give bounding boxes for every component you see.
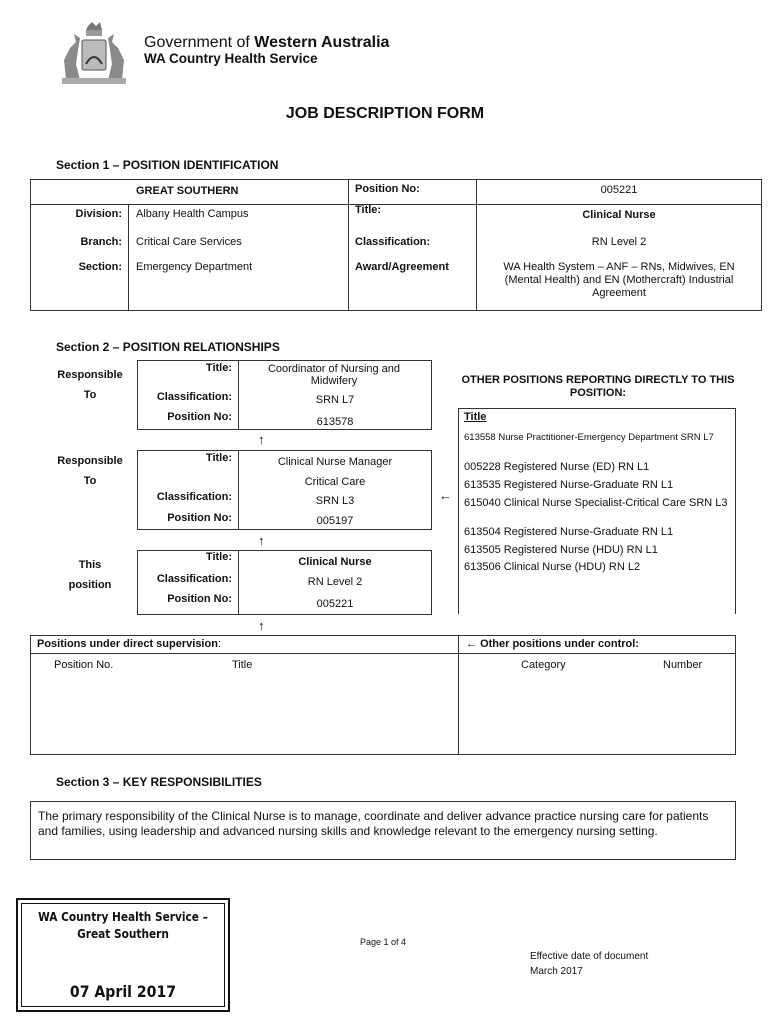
other-title-label: Title	[464, 411, 487, 423]
responsibilities-text: The primary responsibility of the Clinical Nurse is to manage, coordinate and deliver advance practice nursing care for patients and families, using leadership and advanced nursing skills and knowledge relevant to the emergency nursing setting.	[38, 809, 709, 838]
award-value: WA Health System – ANF – RNs, Midwives, EN (Mental Health) and EN (Mothercraft) Industrial Agreement	[503, 261, 735, 299]
stamp-line2: Great Southern	[77, 927, 169, 941]
stamp-line1: WA Country Health Service –	[38, 910, 208, 924]
this-title: Clinical Nurse	[298, 556, 372, 568]
title-value: Clinical Nurse	[582, 209, 656, 221]
service-name: WA Country Health Service	[144, 51, 318, 66]
other-position-item: 613505 Registered Nurse (HDU) RN L1	[464, 544, 658, 556]
effective-date: March 2017	[530, 966, 583, 977]
up-arrow-icon: ↑	[258, 618, 265, 633]
resp1-class-label: Classification:	[156, 391, 232, 403]
section-label: Section:	[78, 261, 122, 273]
this-position-label: This position	[68, 559, 112, 591]
classification-value: RN Level 2	[591, 236, 647, 248]
effective-label: Effective date of document	[530, 951, 649, 962]
section2-heading: Section 2 – POSITION RELATIONSHIPS	[56, 340, 280, 354]
col-category: Category	[521, 659, 566, 671]
resp2-title1: Clinical Nurse Manager	[277, 456, 393, 468]
title-label: Title:	[355, 204, 382, 216]
crest-logo	[56, 20, 132, 88]
resp2-title2: Critical Care	[304, 476, 366, 488]
resp2-class: SRN L3	[315, 495, 355, 507]
position-no-value: 005221	[600, 184, 638, 196]
resp1-label: Responsible To	[57, 369, 123, 401]
other-control-label: ← Other positions under control:	[466, 638, 639, 650]
resp1-posno-label: Position No:	[167, 411, 232, 423]
resp1-class: SRN L7	[315, 394, 355, 406]
this-class-label: Classification:	[156, 573, 232, 585]
branch-label: Branch:	[80, 236, 122, 248]
region-label: GREAT SOUTHERN	[136, 185, 239, 197]
other-positions-heading: OTHER POSITIONS REPORTING DIRECTLY TO THIS POSITION:	[461, 374, 735, 399]
stamp-date: 07 April 2017	[69, 982, 177, 1001]
resp1-title: Coordinator of Nursing and Midwifery	[267, 363, 401, 387]
other-position-item: 613506 Clinical Nurse (HDU) RN L2	[464, 561, 641, 573]
position-no-label: Position No:	[355, 183, 420, 195]
section3-heading: Section 3 – KEY RESPONSIBILITIES	[56, 775, 262, 789]
resp1-title-label: Title:	[205, 362, 232, 374]
resp2-title-label: Title:	[205, 452, 232, 464]
this-posno: 005221	[316, 598, 354, 610]
resp2-label: Responsible To	[57, 455, 123, 487]
page-number: Page 1 of 4	[360, 937, 407, 947]
other-position-item: 005228 Registered Nurse (ED) RN L1	[464, 461, 650, 473]
up-arrow-icon: ↑	[258, 432, 265, 447]
page-title: JOB DESCRIPTION FORM	[285, 105, 485, 122]
other-position-item: 613535 Registered Nurse-Graduate RN L1	[464, 479, 674, 491]
classification-label: Classification:	[355, 236, 431, 248]
col-title: Title	[232, 659, 253, 671]
section-value: Emergency Department	[136, 261, 253, 273]
col-position-no: Position No.	[54, 659, 114, 671]
resp1-posno: 613578	[316, 416, 354, 428]
resp2-class-label: Classification:	[156, 491, 232, 503]
division-value: Albany Health Campus	[136, 208, 249, 220]
award-label: Award/Agreement	[355, 261, 449, 273]
this-class: RN Level 2	[307, 576, 363, 588]
other-position-item: 613504 Registered Nurse-Graduate RN L1	[464, 526, 674, 538]
branch-value: Critical Care Services	[136, 236, 242, 248]
col-number: Number	[663, 659, 703, 671]
resp2-posno: 005197	[316, 515, 354, 527]
section1-heading: Section 1 – POSITION IDENTIFICATION	[56, 158, 279, 172]
this-posno-label: Position No:	[167, 593, 232, 605]
supervision-label: Positions under direct supervision:	[37, 638, 221, 650]
left-arrow-icon: ←	[439, 488, 452, 503]
resp2-posno-label: Position No:	[167, 512, 232, 524]
gov-name: Government of Western Australia	[144, 34, 390, 51]
left-arrow-icon: ←	[466, 638, 477, 650]
this-title-label: Title:	[205, 551, 232, 563]
division-label: Division:	[75, 208, 122, 220]
up-arrow-icon: ↑	[258, 533, 265, 548]
other-position-item: 615040 Clinical Nurse Specialist-Critical Care SRN L3	[464, 497, 728, 509]
other-position-item: 613558 Nurse Practitioner-Emergency Department SRN L7	[464, 432, 714, 443]
